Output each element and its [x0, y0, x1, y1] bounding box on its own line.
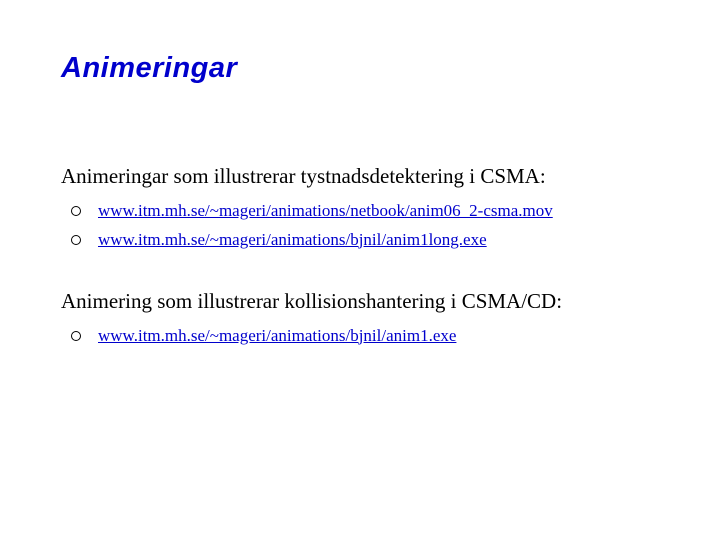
slide-title: Animeringar	[61, 52, 238, 84]
link-anim1long-exe[interactable]: www.itm.mh.se/~mageri/animations/bjnil/anim1long.exe	[98, 229, 487, 249]
hollow-circle-bullet-icon	[71, 331, 81, 341]
link-anim06-csma-mov[interactable]: www.itm.mh.se/~mageri/animations/netbook/anim06_2-csma.mov	[98, 200, 553, 220]
list-item	[71, 225, 553, 254]
link-anim1-exe[interactable]: www.itm.mh.se/~mageri/animations/bjnil/anim1.exe	[98, 325, 457, 345]
link-list	[61, 321, 562, 350]
hollow-circle-bullet-icon	[71, 235, 81, 245]
section-csma	[61, 162, 553, 254]
link-list	[61, 196, 553, 254]
section-heading: Animeringar som illustrerar tystnadsdetektering i CSMA:	[61, 164, 546, 188]
list-item	[71, 321, 562, 350]
hollow-circle-bullet-icon	[71, 206, 81, 216]
list-item	[71, 196, 553, 225]
section-csma-cd	[61, 287, 562, 350]
section-heading: Animering som illustrerar kollisionshantering i CSMA/CD:	[61, 289, 563, 313]
